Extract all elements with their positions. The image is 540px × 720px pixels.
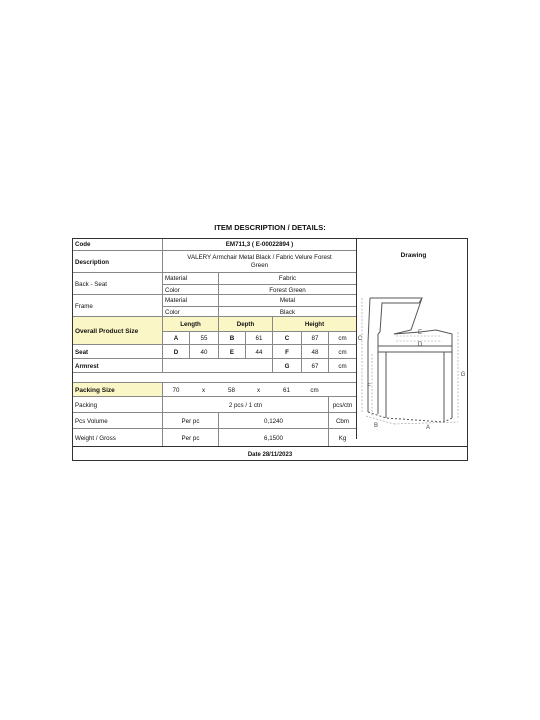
seat-row	[73, 344, 356, 359]
frame-material-label: Material	[162, 295, 218, 306]
armrest-label: Armrest	[75, 362, 99, 370]
packing-row	[73, 396, 356, 413]
length-header: Length	[162, 317, 218, 331]
weight-per: Per pc	[162, 429, 218, 447]
weight-row	[73, 428, 356, 447]
height-header: Height	[272, 317, 356, 331]
packing-size-v2: 58	[228, 386, 235, 394]
packing-size-v1: 70	[162, 383, 189, 397]
weight-label: Weight / Gross	[75, 434, 116, 442]
overall-size-label: Overall Product Size	[73, 317, 162, 345]
dim-e-value: 44	[245, 345, 272, 359]
armrest-empty	[162, 359, 272, 373]
dim-f-key: F	[272, 345, 301, 359]
drawing-letter-d: D	[417, 342, 423, 348]
drawing-letter-e: E	[417, 330, 423, 336]
armrest-row	[73, 358, 356, 373]
seat-unit: cm	[328, 345, 356, 359]
drawing-letter-a: A	[425, 425, 431, 431]
dim-a-key: A	[162, 331, 189, 345]
packing-size-x1: x	[201, 386, 206, 394]
dim-line-b	[366, 416, 394, 424]
armchair-drawing	[356, 272, 469, 446]
dim-f-value: 48	[301, 345, 328, 359]
chair-base-outline	[368, 412, 452, 422]
frame-material: Metal	[218, 295, 356, 306]
back-seat-color-label: Color	[162, 284, 218, 295]
drawing-letter-c: C	[357, 336, 363, 342]
back-seat-color: Forest Green	[218, 284, 356, 295]
drawing-letter-g: G	[460, 372, 466, 378]
description-label: Description	[75, 258, 110, 266]
drawing-letter-f: F	[367, 384, 371, 390]
packing-unit: pcs/ctn	[328, 397, 356, 413]
packing-size-row	[73, 382, 356, 397]
pcs-volume-unit: Cbm	[328, 413, 356, 429]
armrest-unit: cm	[328, 359, 356, 373]
dim-d-key: D	[162, 345, 189, 359]
description-line-2: Green	[250, 262, 269, 269]
description-row	[73, 250, 356, 273]
pcs-volume-per: Per pc	[162, 413, 218, 429]
packing-size-unit: cm	[310, 386, 319, 394]
drawing-label: Drawing	[356, 239, 470, 272]
back-seat-material: Fabric	[218, 273, 356, 284]
overall-size-block	[73, 316, 356, 345]
frame-color: Black	[218, 306, 356, 317]
dim-c-value: 87	[301, 331, 328, 345]
seat-label: Seat	[75, 348, 89, 356]
code-row	[73, 239, 356, 250]
dim-b-key: B	[218, 331, 245, 345]
frame-color-label: Color	[162, 306, 218, 317]
date-footer: Date 28/11/2023	[73, 446, 467, 463]
back-seat-block	[73, 272, 356, 295]
weight-value: 6,1500	[218, 429, 328, 447]
chair-back-outline	[370, 298, 422, 334]
pcs-volume-row	[73, 412, 356, 429]
packing-size-v3: 61	[283, 386, 290, 394]
description-value	[162, 251, 356, 273]
packing-label: Packing	[75, 401, 98, 409]
dim-g-value: 67	[301, 359, 328, 373]
dim-d-value: 40	[189, 345, 218, 359]
code-value: EM711,3 ( E-00022894 )	[162, 239, 356, 250]
back-seat-label: Back - Seat	[75, 280, 107, 288]
dim-g-key: G	[272, 359, 301, 373]
frame-label: Frame	[75, 302, 93, 310]
back-seat-material-label: Material	[162, 273, 218, 284]
depth-header: Depth	[218, 317, 272, 331]
dim-e-key: E	[218, 345, 245, 359]
dim-b-value: 61	[245, 331, 272, 345]
pcs-volume-value: 0,1240	[218, 413, 328, 429]
dim-c-key: C	[272, 331, 301, 345]
description-line-1: VALERY Armchair Metal Black / Fabric Velure Forest	[187, 254, 332, 261]
dim-a-value: 55	[189, 331, 218, 345]
packing-value: 2 pcs / 1 ctn	[162, 397, 328, 413]
spec-sheet	[72, 238, 468, 461]
code-label: Code	[75, 241, 91, 248]
drawing-letter-b: B	[373, 423, 379, 429]
document-title: ITEM DESCRIPTION / DETAILS:	[214, 223, 326, 232]
dim-row1-unit: cm	[328, 331, 356, 345]
dim-line-a	[394, 422, 458, 424]
packing-size-x2: x	[256, 386, 261, 394]
pcs-volume-label: Pcs Volume	[75, 417, 108, 425]
frame-block	[73, 294, 356, 317]
packing-size-label: Packing Size	[73, 383, 162, 397]
weight-unit: Kg	[328, 429, 356, 447]
chair-back-leg	[368, 298, 370, 412]
